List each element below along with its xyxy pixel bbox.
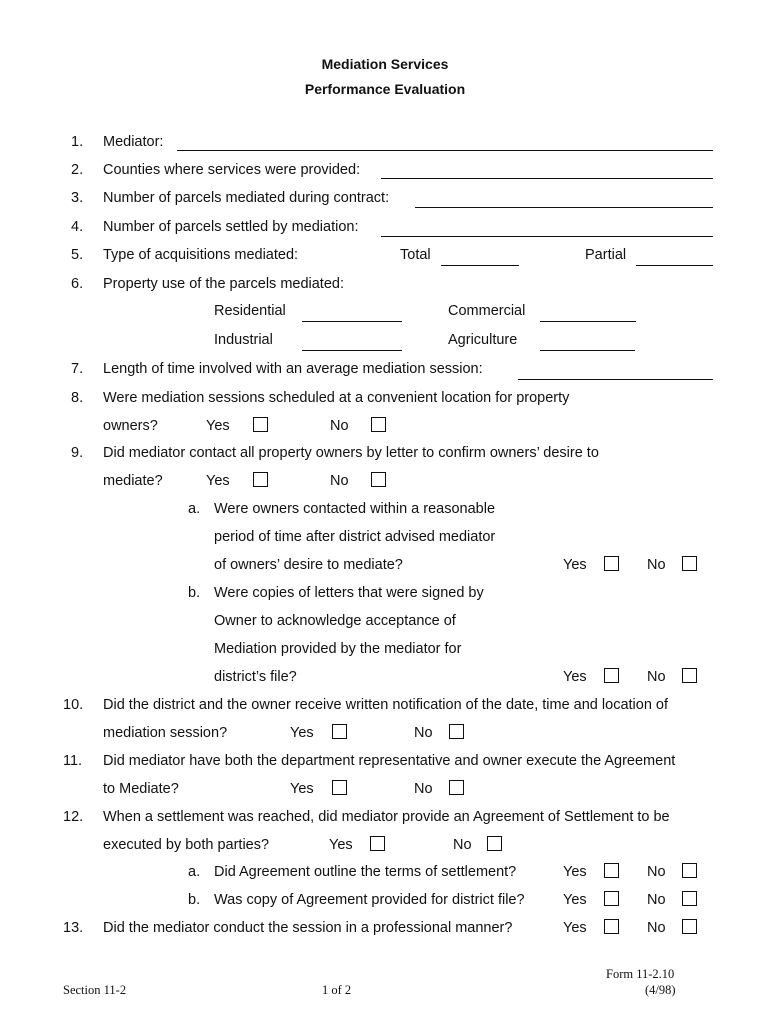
total-field[interactable]	[441, 265, 519, 266]
question-12-label: When a settlement was reached, did mediator provide an Agreement of Settlement to be	[103, 809, 670, 825]
q9b-no-label: No	[647, 669, 666, 685]
q9a-no-label: No	[647, 557, 666, 573]
question-number-11: 11.	[63, 753, 83, 769]
agriculture-field[interactable]	[540, 350, 635, 351]
q12-no-checkbox[interactable]	[487, 836, 502, 851]
q13-no-label: No	[647, 920, 666, 936]
question-number-1: 1.	[71, 134, 84, 150]
question-8-label: Were mediation sessions scheduled at a convenient location for property	[103, 390, 570, 406]
q12a-no-label: No	[647, 864, 666, 880]
question-12-label-cont: executed by both parties?	[103, 837, 270, 853]
question-7-label: Length of time involved with an average mediation session:	[103, 361, 483, 377]
q9b-yes-label: Yes	[563, 669, 587, 685]
q9a-label: Were owners contacted within a reasonable	[214, 501, 496, 517]
residential-field[interactable]	[302, 321, 402, 322]
q9a-no-checkbox[interactable]	[682, 556, 697, 571]
session-length-field[interactable]	[518, 379, 713, 380]
question-9-label-cont: mediate?	[103, 473, 163, 489]
question-number-7: 7.	[71, 361, 84, 377]
q9b-letter: b.	[188, 585, 201, 601]
residential-label: Residential	[214, 303, 286, 319]
parcels-mediated-field[interactable]	[415, 207, 713, 208]
q11-no-checkbox[interactable]	[449, 780, 464, 795]
q12a-yes-checkbox[interactable]	[604, 863, 619, 878]
footer-form-number: Form 11-2.10	[606, 967, 675, 981]
q12b-yes-checkbox[interactable]	[604, 891, 619, 906]
footer-section: Section 11-2	[63, 983, 127, 997]
q12b-no-label: No	[647, 892, 666, 908]
footer-form-date: (4/98)	[645, 983, 676, 997]
page-title: Mediation Services	[321, 56, 449, 72]
q9a-yes-checkbox[interactable]	[604, 556, 619, 571]
question-13-label: Did the mediator conduct the session in a professional manner?	[103, 920, 513, 936]
q12b-letter: b.	[188, 892, 201, 908]
q13-yes-checkbox[interactable]	[604, 919, 619, 934]
q9b-yes-checkbox[interactable]	[604, 668, 619, 683]
q9a-label-cont2: of owners’ desire to mediate?	[214, 557, 403, 573]
question-11-label: Did mediator have both the department representative and owner execute the Agreement	[103, 753, 676, 769]
q10-yes-checkbox[interactable]	[332, 724, 347, 739]
commercial-label: Commercial	[448, 303, 526, 319]
question-number-13: 13.	[63, 920, 84, 936]
q10-no-checkbox[interactable]	[449, 724, 464, 739]
question-number-3: 3.	[71, 190, 84, 206]
question-number-12: 12.	[63, 809, 84, 825]
q9a-label-cont1: period of time after district advised mediator	[214, 529, 496, 545]
q12b-yes-label: Yes	[563, 892, 587, 908]
q12-yes-checkbox[interactable]	[370, 836, 385, 851]
industrial-label: Industrial	[214, 332, 273, 348]
mediator-field[interactable]	[177, 150, 713, 151]
question-number-6: 6.	[71, 276, 84, 292]
q12-yes-label: Yes	[329, 837, 353, 853]
industrial-field[interactable]	[302, 350, 402, 351]
q8-no-label: No	[330, 418, 349, 434]
q9b-no-checkbox[interactable]	[682, 668, 697, 683]
q9b-label-cont3: district’s file?	[214, 669, 297, 685]
q12b-no-checkbox[interactable]	[682, 891, 697, 906]
agriculture-label: Agriculture	[448, 332, 518, 348]
partial-field[interactable]	[636, 265, 713, 266]
q9-no-checkbox[interactable]	[371, 472, 386, 487]
question-number-9: 9.	[71, 445, 84, 461]
question-4-label: Number of parcels settled by mediation:	[103, 219, 359, 235]
q8-no-checkbox[interactable]	[371, 417, 386, 432]
question-number-5: 5.	[71, 247, 84, 263]
q12a-letter: a.	[188, 864, 201, 880]
question-10-label-cont: mediation session?	[103, 725, 228, 741]
q9b-label: Were copies of letters that were signed by	[214, 585, 484, 601]
question-8-label-cont: owners?	[103, 418, 158, 434]
footer-page-number: 1 of 2	[322, 983, 352, 997]
q10-yes-label: Yes	[290, 725, 314, 741]
q12b-label: Was copy of Agreement provided for district file?	[214, 892, 525, 908]
parcels-settled-field[interactable]	[381, 236, 713, 237]
question-3-label: Number of parcels mediated during contract:	[103, 190, 390, 206]
question-10-label: Did the district and the owner receive written notification of the date, time and location of	[103, 697, 669, 713]
q12a-label: Did Agreement outline the terms of settlement?	[214, 864, 517, 880]
q9a-letter: a.	[188, 501, 201, 517]
q13-no-checkbox[interactable]	[682, 919, 697, 934]
q12a-yes-label: Yes	[563, 864, 587, 880]
counties-field[interactable]	[381, 178, 713, 179]
page-subtitle: Performance Evaluation	[304, 81, 466, 97]
q12a-no-checkbox[interactable]	[682, 863, 697, 878]
q11-yes-checkbox[interactable]	[332, 780, 347, 795]
partial-label: Partial	[585, 247, 627, 263]
question-1-label: Mediator:	[103, 134, 164, 150]
q9-yes-checkbox[interactable]	[253, 472, 268, 487]
q11-yes-label: Yes	[290, 781, 314, 797]
q9-no-label: No	[330, 473, 349, 489]
q9b-label-cont1: Owner to acknowledge acceptance of	[214, 613, 456, 629]
q12-no-label: No	[453, 837, 472, 853]
q11-no-label: No	[414, 781, 433, 797]
q8-yes-label: Yes	[206, 418, 230, 434]
total-label: Total	[400, 247, 431, 263]
q9-yes-label: Yes	[206, 473, 230, 489]
commercial-field[interactable]	[540, 321, 636, 322]
question-number-4: 4.	[71, 219, 84, 235]
q13-yes-label: Yes	[563, 920, 587, 936]
question-2-label: Counties where services were provided:	[103, 162, 361, 178]
q9b-label-cont2: Mediation provided by the mediator for	[214, 641, 462, 657]
question-5-label: Type of acquisitions mediated:	[103, 247, 299, 263]
q8-yes-checkbox[interactable]	[253, 417, 268, 432]
question-number-2: 2.	[71, 162, 84, 178]
q9a-yes-label: Yes	[563, 557, 587, 573]
question-11-label-cont: to Mediate?	[103, 781, 179, 797]
question-9-label: Did mediator contact all property owners by letter to confirm owners’ desire to	[103, 445, 599, 461]
question-number-8: 8.	[71, 390, 84, 406]
question-number-10: 10.	[63, 697, 84, 713]
question-6-label: Property use of the parcels mediated:	[103, 276, 344, 292]
q10-no-label: No	[414, 725, 433, 741]
